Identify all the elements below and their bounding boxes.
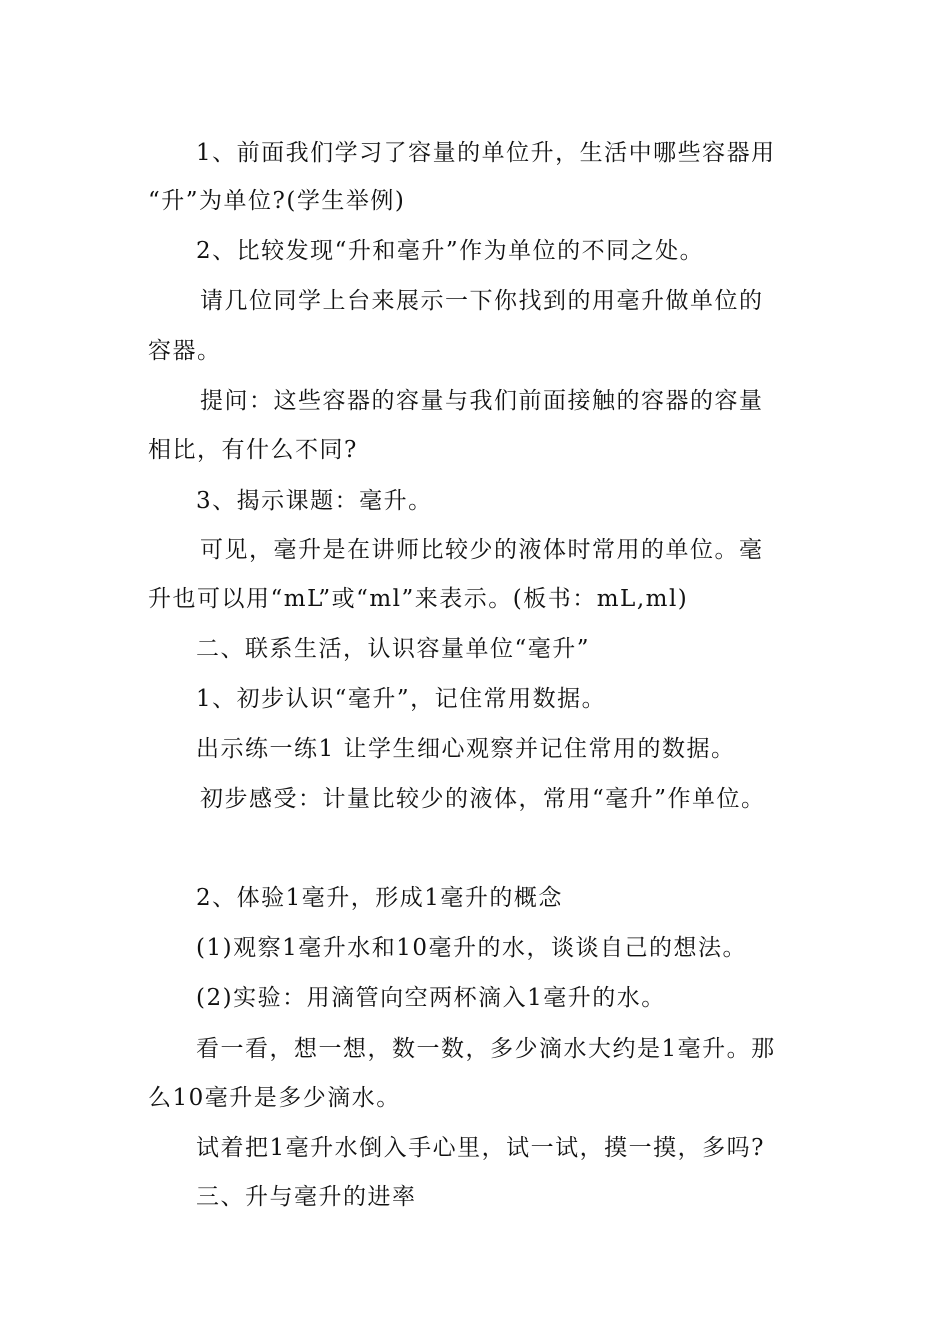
paragraph-line: 提问：这些容器的容量与我们前面接触的容器的容量 (200, 388, 764, 414)
paragraph-line: (2)实验：用滴管向空两杯滴入1毫升的水。 (196, 985, 666, 1011)
section-heading: 三、升与毫升的进率 (196, 1184, 417, 1210)
paragraph-line: 相比，有什么不同? (148, 437, 358, 463)
section-heading: 二、联系生活，认识容量单位“毫升” (196, 636, 591, 662)
paragraph-line: 3、揭示课题：毫升。 (196, 488, 433, 514)
paragraph-line: 容器。 (148, 338, 222, 364)
paragraph-line: 升也可以用“mL”或“ml”来表示。(板书：mL,ml) (148, 586, 689, 612)
paragraph-line: 2、比较发现“升和毫升”作为单位的不同之处。 (196, 238, 705, 264)
paragraph-line: 试着把1毫升水倒入手心里，试一试，摸一摸，多吗? (196, 1135, 765, 1161)
paragraph-line: 1、初步认识“毫升”，记住常用数据。 (196, 686, 607, 712)
paragraph-line: (1)观察1毫升水和10毫升的水，谈谈自己的想法。 (196, 935, 747, 961)
paragraph-line: 初步感受：计量比较少的液体，常用“毫升”作单位。 (200, 786, 766, 812)
paragraph-line: 1、前面我们学习了容量的单位升，生活中哪些容器用 (196, 140, 776, 166)
paragraph-line: “升”为单位?(学生举例) (148, 188, 406, 214)
paragraph-line: 2、体验1毫升，形成1毫升的概念 (196, 885, 563, 911)
paragraph-line: 看一看，想一想，数一数，多少滴水大约是1毫升。那 (196, 1036, 776, 1062)
paragraph-line: 请几位同学上台来展示一下你找到的用毫升做单位的 (200, 288, 764, 314)
paragraph-line: 出示练一练1 让学生细心观察并记住常用的数据。 (196, 736, 736, 762)
paragraph-line: 可见，毫升是在讲师比较少的液体时常用的单位。毫 (200, 537, 764, 563)
paragraph-line: 么10毫升是多少滴水。 (148, 1085, 401, 1111)
